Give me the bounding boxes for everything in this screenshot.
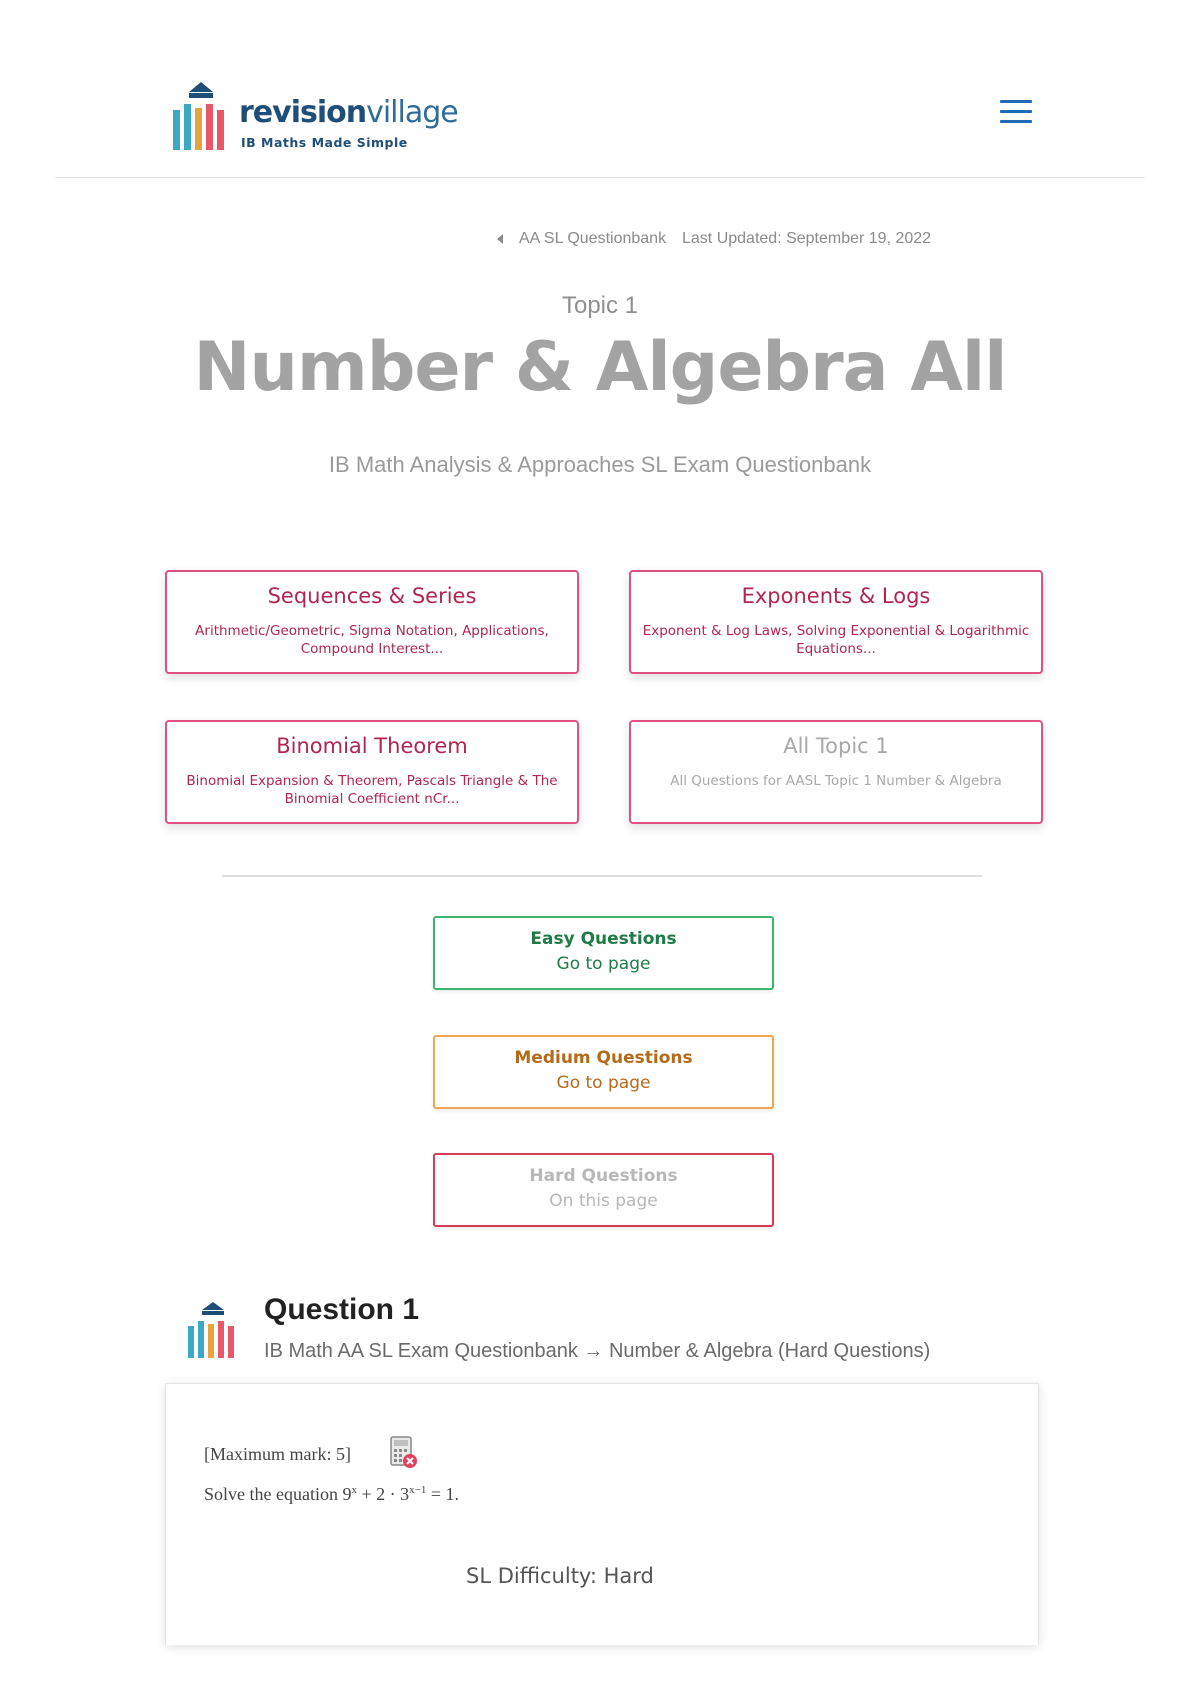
question-box <box>165 1383 1039 1645</box>
button-subtitle: On this page <box>549 1191 658 1211</box>
difficulty-label: SL Difficulty: Hard <box>466 1564 654 1588</box>
no-calculator-icon <box>390 1436 418 1470</box>
back-arrow-icon <box>497 234 503 244</box>
card-exponents-logs[interactable] <box>629 570 1043 674</box>
question-path: IB Math AA SL Exam Questionbank → Number & Algebra (Hard Questions) <box>264 1340 931 1362</box>
question-prompt: Solve the equation $9^x + 2 \cdot 3^{x-1} = 1$. <box>204 1484 460 1504</box>
button-subtitle: Go to page <box>556 1073 651 1093</box>
question-title: Question 1 <box>264 1293 420 1326</box>
page-subtitle: IB Math Analysis & Approaches SL Exam Questionbank <box>328 452 872 477</box>
card-binomial-theorem[interactable] <box>165 720 579 824</box>
hamburger-menu-icon[interactable] <box>1000 100 1034 128</box>
question-logo-icon <box>188 1302 238 1360</box>
card-title: All Topic 1 <box>783 734 889 758</box>
topic-label: Topic 1 <box>561 292 639 319</box>
button-title: Hard Questions <box>529 1166 678 1186</box>
logo-wordmark: revisionvillage <box>239 95 458 130</box>
card-title: Binomial Theorem <box>276 734 468 758</box>
card-title: Sequences & Series <box>267 584 477 608</box>
easy-questions-button[interactable] <box>433 916 774 990</box>
last-updated: Last Updated: September 19, 2022 <box>682 230 932 247</box>
card-description: Exponent & Log Laws, Solving Exponential & Logarithmic Equations... <box>642 623 1030 657</box>
logo-tagline: IB Maths Made Simple <box>241 135 408 150</box>
button-title: Medium Questions <box>514 1048 693 1068</box>
medium-questions-button[interactable] <box>433 1035 774 1109</box>
logo-bars-icon <box>173 82 229 152</box>
section-divider <box>222 875 982 877</box>
page-title: Number & Algebra All <box>193 328 1007 407</box>
card-description: All Questions for AASL Topic 1 Number & Algebra <box>670 773 1002 789</box>
card-description: Binomial Expansion & Theorem, Pascals Triangle & The Binomial Coefficient nCr... <box>186 773 558 807</box>
button-title: Easy Questions <box>530 929 677 949</box>
button-subtitle: Go to page <box>556 954 651 974</box>
site-header <box>55 0 1145 178</box>
hard-questions-button[interactable] <box>433 1153 774 1227</box>
card-description: Arithmetic/Geometric, Sigma Notation, Applications, Compound Interest... <box>195 623 549 657</box>
breadcrumb-link[interactable]: AA SL Questionbank <box>519 230 667 247</box>
card-all-topic-1[interactable] <box>629 720 1043 824</box>
card-sequences-series[interactable] <box>165 570 579 674</box>
card-title: Exponents & Logs <box>741 584 931 608</box>
revisionvillage-logo[interactable] <box>173 82 513 154</box>
maximum-mark: [Maximum mark: 5] <box>204 1444 351 1464</box>
